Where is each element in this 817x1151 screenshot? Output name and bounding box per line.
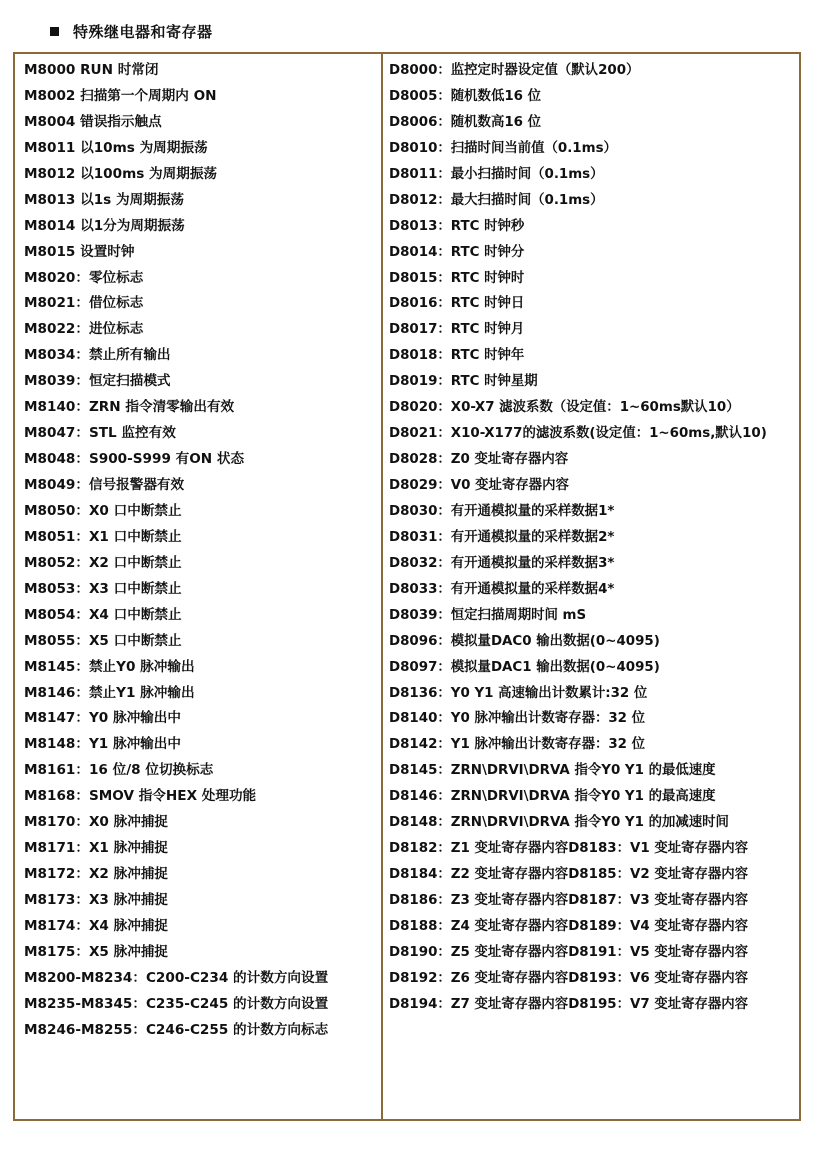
register-entry: D8031：有开通模拟量的采样数据2*: [389, 529, 615, 545]
register-entry: D8032：有开通模拟量的采样数据3*: [389, 555, 615, 571]
register-entry: D8142：Y1 脉冲输出计数寄存器：32 位: [389, 737, 646, 753]
register-entry: D8188：Z4 变址寄存器内容D8189：V4 变址寄存器内容: [389, 918, 749, 934]
register-entry: D8013：RTC 时钟秒: [389, 218, 525, 234]
relay-entry: M8055：X5 口中断禁止: [24, 632, 182, 649]
relay-entry: M8002 扫描第一个周期内 ON: [24, 87, 217, 104]
register-entry: D8014：RTC 时钟分: [389, 244, 525, 260]
relay-entry: M8140：ZRN 指令清零输出有效: [24, 399, 235, 416]
relay-entry: M8012 以100ms 为周期振荡: [24, 165, 218, 182]
register-entry: D8012：最大扫描时间（0.1ms）: [389, 192, 604, 208]
register-entry: D8146：ZRN\DRVI\DRVA 指令Y0 Y1 的最高速度: [389, 789, 716, 805]
register-entry: D8030：有开通模拟量的采样数据1*: [389, 503, 615, 519]
relay-entry: M8172：X2 脉冲捕捉: [24, 866, 169, 883]
register-entry: D8010：扫描时间当前值（0.1ms）: [389, 140, 617, 156]
register-entry: D8005：随机数低16 位: [389, 88, 542, 104]
relay-entry: M8175：X5 脉冲捕捉: [24, 943, 169, 960]
relay-entry: M8145：禁止Y0 脉冲输出: [24, 658, 195, 675]
relay-entry: M8053：X3 口中断禁止: [24, 580, 182, 597]
register-entry: D8011：最小扫描时间（0.1ms）: [389, 166, 604, 182]
relay-entry: M8146：禁止Y1 脉冲输出: [24, 684, 195, 701]
register-entry: D8018：RTC 时钟年: [389, 348, 525, 364]
register-entry: D8028：Z0 变址寄存器内容: [389, 452, 569, 468]
relay-entry: M8200-M8234：C200-C234 的计数方向设置: [24, 969, 329, 986]
relay-entry: M8147：Y0 脉冲输出中: [24, 710, 181, 727]
relay-entry: M8034：禁止所有输出: [24, 347, 171, 364]
relay-entry: M8000 RUN 时常闭: [24, 62, 159, 78]
relay-entry: M8235-M8345：C235-C245 的计数方向设置: [24, 995, 329, 1012]
register-entry: D8145：ZRN\DRVI\DRVA 指令Y0 Y1 的最低速度: [389, 763, 716, 779]
register-entry: D8039：恒定扫描周期时间 mS: [389, 607, 587, 623]
relay-entry: M8020：零位标志: [24, 269, 144, 286]
register-entry: D8020：X0-X7 滤波系数（设定值：1~60ms默认10）: [389, 400, 740, 416]
register-entry: D8192：Z6 变址寄存器内容D8193：V6 变址寄存器内容: [389, 970, 749, 986]
register-entry: D8194：Z7 变址寄存器内容D8195：V7 变址寄存器内容: [389, 996, 749, 1012]
register-entry: D8182：Z1 变址寄存器内容D8183：V1 变址寄存器内容: [389, 841, 749, 857]
relay-entry: M8011 以10ms 为周期振荡: [24, 139, 208, 156]
relay-entry: M8173：X3 脉冲捕捉: [24, 892, 169, 908]
relay-entry: M8049：信号报警器有效: [24, 477, 185, 493]
register-entry: D8148：ZRN\DRVI\DRVA 指令Y0 Y1 的加减速时间: [389, 815, 729, 831]
register-entry: D8006：随机数高16 位: [389, 114, 542, 130]
relay-entry: M8170：X0 脉冲捕捉: [24, 814, 169, 831]
relay-entry: M8246-M8255：C246-C255 的计数方向标志: [24, 1021, 329, 1038]
relay-entry: M8052：X2 口中断禁止: [24, 554, 182, 571]
registers-table: [13, 52, 801, 1121]
register-entry: D8140：Y0 脉冲输出计数寄存器：32 位: [389, 711, 646, 727]
relay-entry: M8021：借位标志: [24, 295, 144, 312]
register-entry: D8190：Z5 变址寄存器内容D8191：V5 变址寄存器内容: [389, 944, 749, 960]
relay-entry: M8168：SMOV 指令HEX 处理功能: [24, 788, 257, 805]
relay-entry: M8174：X4 脉冲捕捉: [24, 917, 169, 934]
register-entry: D8184：Z2 变址寄存器内容D8185：V2 变址寄存器内容: [389, 867, 749, 883]
column-divider: [381, 54, 383, 1119]
relay-entry: M8047：STL 监控有效: [24, 425, 176, 442]
square-bullet-icon: [50, 27, 59, 36]
relay-entry: M8015 设置时钟: [24, 243, 135, 260]
section-heading: [50, 18, 213, 44]
section-title: 特殊继电器和寄存器: [73, 22, 213, 41]
relay-entry: M8148：Y1 脉冲输出中: [24, 736, 181, 753]
relay-entry: M8171：X1 脉冲捕捉: [24, 840, 169, 857]
register-entry: D8136：Y0 Y1 高速输出计数累计:32 位: [389, 685, 648, 701]
register-entry: D8097：模拟量DAC1 输出数据(0~4095): [389, 659, 660, 675]
relay-entry: M8054：X4 口中断禁止: [24, 606, 182, 623]
relay-entry: M8013 以1s 为周期振荡: [24, 191, 184, 208]
register-entry: D8096：模拟量DAC0 输出数据(0~4095): [389, 633, 660, 649]
relay-entry: M8022：进位标志: [24, 321, 144, 338]
register-entry: D8033：有开通模拟量的采样数据4*: [389, 581, 615, 597]
register-entry: D8000：监控定时器设定值（默认200）: [389, 63, 640, 78]
register-entry: D8015：RTC 时钟时: [389, 270, 525, 286]
register-entry: D8017：RTC 时钟月: [389, 322, 525, 338]
relay-entry: M8050：X0 口中断禁止: [24, 502, 182, 519]
relay-entry: M8014 以1分为周期振荡: [24, 217, 185, 234]
register-entry: D8029：V0 变址寄存器内容: [389, 478, 569, 493]
relay-entry: M8051：X1 口中断禁止: [24, 528, 182, 545]
relay-entry: M8048：S900-S999 有ON 状态: [24, 451, 245, 468]
register-entry: D8021：X10-X177的滤波系数(设定值：1~60ms,默认10): [389, 426, 767, 442]
relay-entry: M8004 错误指示触点: [24, 113, 162, 130]
relay-entry: M8161：16 位/8 位切换标志: [24, 762, 214, 779]
relay-column: [24, 58, 374, 1044]
register-entry: D8016：RTC 时钟日: [389, 296, 525, 312]
relay-entry: M8039：恒定扫描模式: [24, 373, 171, 390]
register-entry: D8019：RTC 时钟星期: [389, 374, 538, 390]
register-column: [389, 58, 797, 1018]
register-entry: D8186：Z3 变址寄存器内容D8187：V3 变址寄存器内容: [389, 893, 749, 908]
